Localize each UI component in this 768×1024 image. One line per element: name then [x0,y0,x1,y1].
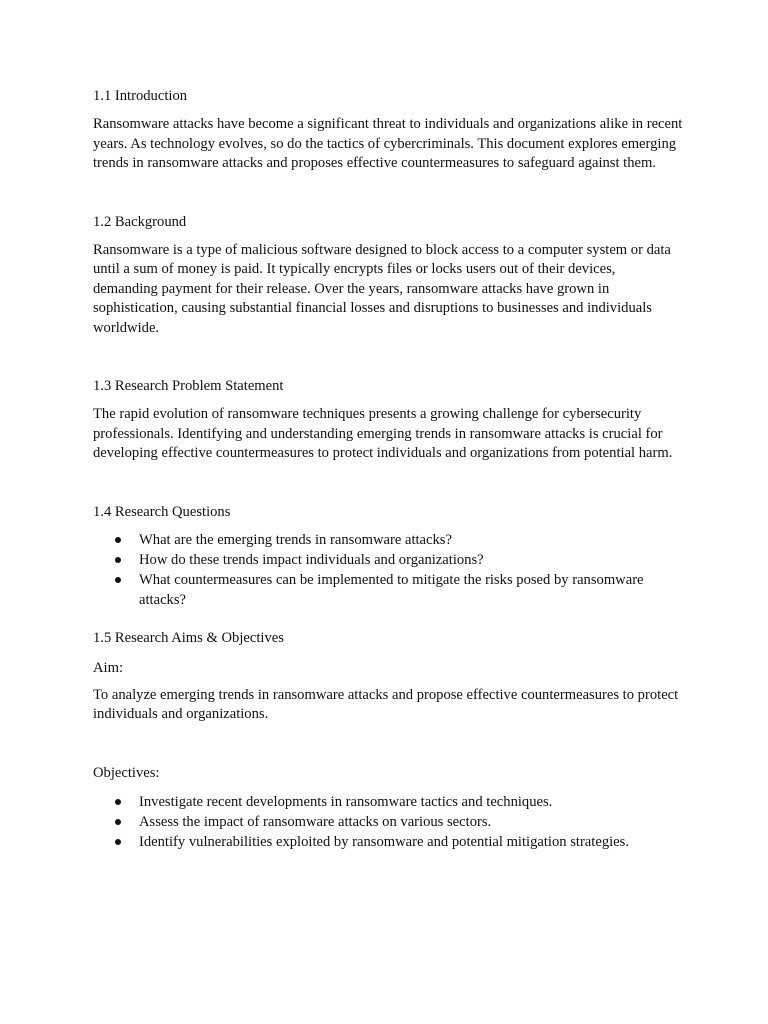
objective-text: Investigate recent developments in ransomware tactics and techniques. [139,793,553,810]
question-text: How do these trends impact individuals and organizations? [139,551,484,568]
list-item [93,832,683,852]
list-item [93,550,683,570]
section-heading-background: 1.2 Background [93,213,187,230]
list-item [93,812,683,832]
objective-text: Identify vulnerabilities exploited by ransomware and potential mitigation strategies. [139,833,629,850]
bullet-icon [115,799,121,805]
list-item [93,530,683,550]
aim-label: Aim: [93,659,123,676]
list-item [93,570,683,610]
bullet-icon [115,557,121,563]
question-text: What are the emerging trends in ransomware attacks? [139,531,452,548]
objectives-label: Objectives: [93,764,160,781]
objective-text: Assess the impact of ransomware attacks on various sectors. [139,813,492,830]
question-text: What countermeasures can be implemented to mitigate the risks posed by ransomware attacks? [139,571,644,608]
aim-paragraph: To analyze emerging trends in ransomware attacks and propose effective countermeasures to protect individuals and organizations. [93,686,679,722]
list-item [93,792,683,812]
research-questions-list [93,530,683,610]
objectives-list [93,792,683,852]
background-paragraph: Ransomware is a type of malicious software designed to block access to a computer system or data until a sum of money is paid. It typically encrypts files or locks users out of their devices, demanding payment for their release. Over the years, ransomware attacks have grown in sophistication, causing substantial financial losses and disruptions to businesses and individuals worldwide. [93,241,671,336]
section-heading-research-questions: 1.4 Research Questions [93,503,231,520]
bullet-icon [115,537,121,543]
document-page [93,86,683,852]
bullet-icon [115,577,121,583]
section-heading-problem-statement: 1.3 Research Problem Statement [93,378,284,394]
introduction-paragraph: Ransomware attacks have become a significant threat to individuals and organizations alike in recent years. As technology evolves, so do the tactics of cybercriminals. This document explores emerging trends in ransomware attacks and proposes effective countermeasures to safeguard against them. [93,116,683,171]
section-heading-introduction: 1.1 Introduction [93,88,188,104]
section-heading-aims-objectives: 1.5 Research Aims & Objectives [93,629,284,646]
bullet-icon [115,839,121,845]
problem-statement-paragraph: The rapid evolution of ransomware techniques presents a growing challenge for cybersecurity professionals. Identifying and understanding emerging trends in ransomware attacks is crucial for developing effective countermeasures to protect individuals and organizations from potential harm. [93,406,673,461]
bullet-icon [115,819,121,825]
